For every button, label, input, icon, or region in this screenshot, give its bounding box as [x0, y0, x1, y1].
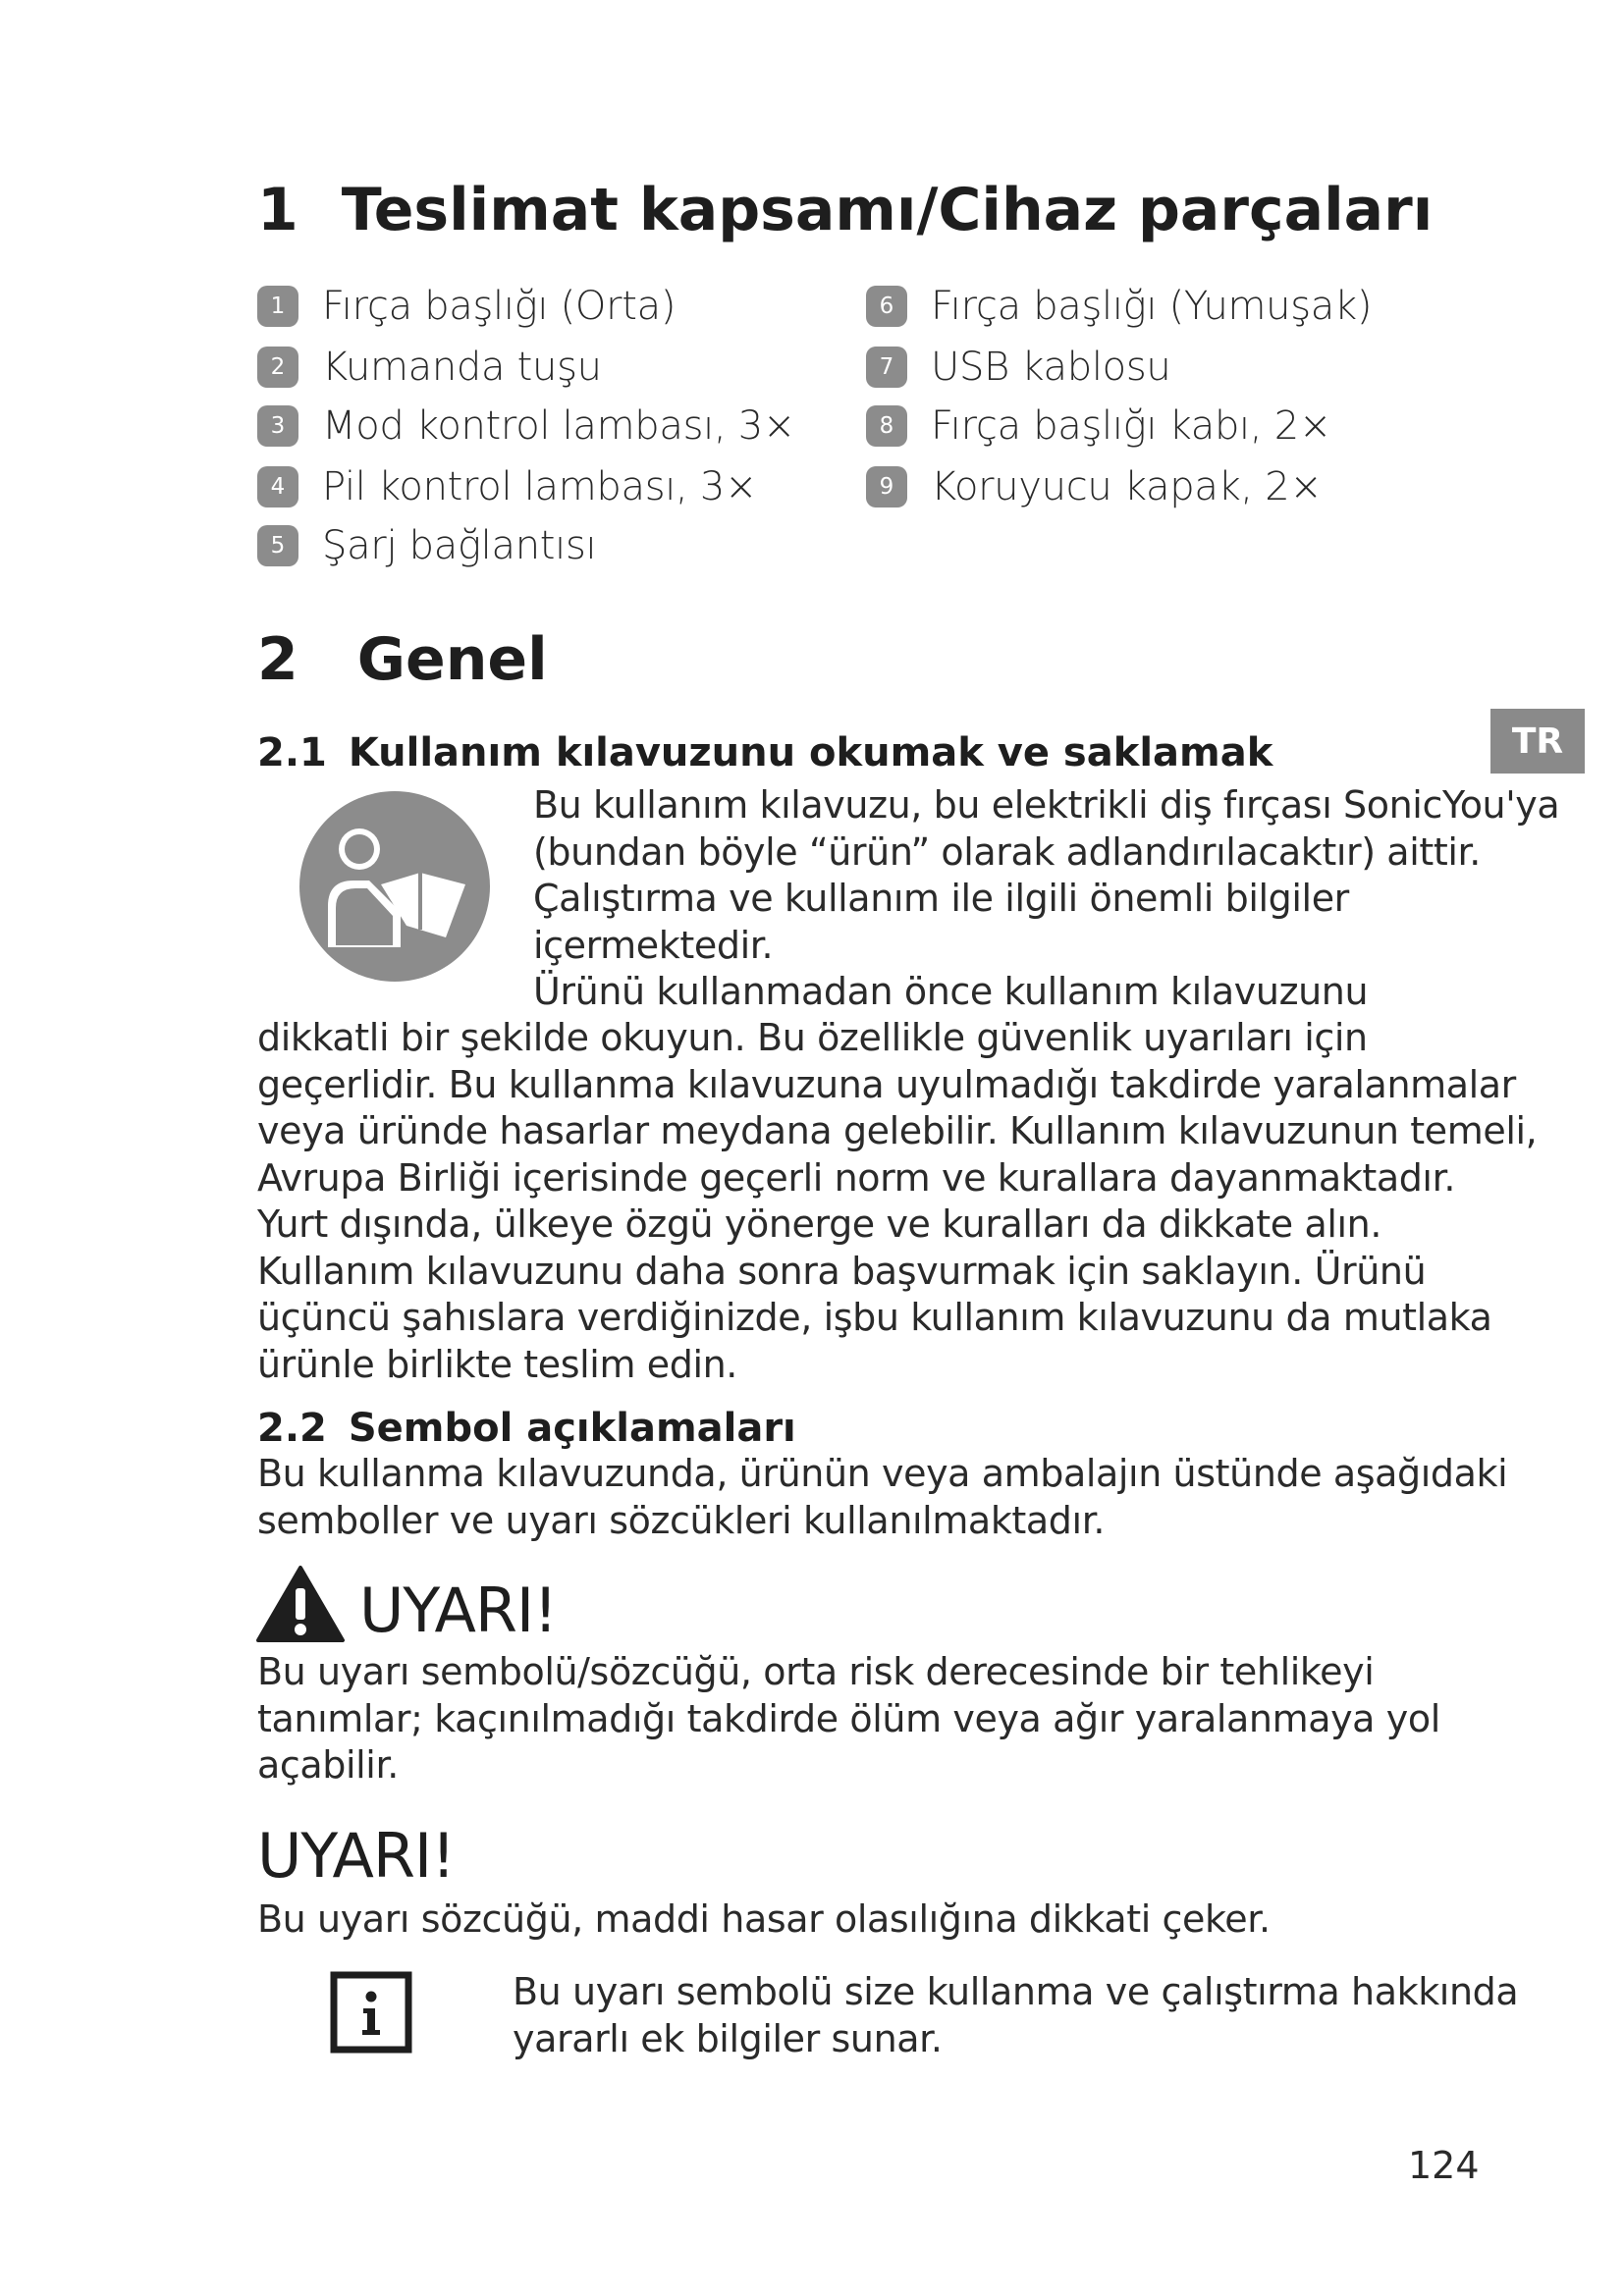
info-icon — [330, 1971, 412, 2054]
subsection-2-2-body — [257, 1451, 1507, 1544]
info-body — [513, 1969, 1518, 2062]
subsection-2-1-heading — [257, 728, 1272, 777]
text-line: ürünle birlikte teslim edin. — [257, 1342, 737, 1386]
part-label: Kumanda tuşu — [322, 345, 602, 390]
warning-1-body — [257, 1649, 1440, 1789]
part-label: Pil kontrol lambası, 3× — [322, 464, 758, 509]
language-tab: TR — [1490, 709, 1585, 774]
warning-2-title: UYARI! — [257, 1820, 456, 1892]
warning-triangle-icon — [255, 1565, 346, 1643]
part-number-badge: 2 — [257, 347, 298, 388]
part-label: Fırça başlığı (Yumuşak) — [931, 284, 1373, 329]
section-2-number: 2 — [257, 625, 298, 694]
subsection-2-1-body — [257, 1015, 1537, 1388]
text-line: semboller ve uyarı sözcükleri kullanılmaktadır. — [257, 1498, 1106, 1542]
subsection-2-2-heading — [257, 1404, 796, 1453]
text-line: Bu kullanma kılavuzunda, ürünün veya ambalajın üstünde aşağıdaki — [257, 1452, 1508, 1495]
part-number-badge: 9 — [866, 466, 907, 507]
part-number-badge: 1 — [257, 286, 298, 327]
part-item — [257, 279, 676, 334]
subsection-2-1-intro — [533, 782, 1559, 1016]
text-line: Kullanım kılavuzunu daha sonra başvurmak için saklayın. Ürünü — [257, 1249, 1427, 1293]
section-2-title: Genel — [356, 625, 548, 694]
part-item — [257, 340, 602, 395]
text-line: üçüncü şahıslara verdiğinizde, işbu kullanım kılavuzunu da mutlaka — [257, 1296, 1492, 1339]
part-label: Koruyucu kapak, 2× — [931, 464, 1323, 509]
part-item — [257, 459, 757, 514]
part-item — [866, 340, 1170, 395]
page-number: 124 — [1408, 2144, 1480, 2187]
text-line: tanımlar; kaçınılmadığı takdirde ölüm veya ağır yaralanmaya yol — [257, 1696, 1440, 1740]
section-2-heading — [257, 624, 548, 695]
part-label: Şarj bağlantısı — [322, 523, 597, 568]
warning-1-title: UYARI! — [359, 1575, 558, 1646]
part-item — [257, 518, 596, 573]
part-number-badge: 6 — [866, 286, 907, 327]
section-1-number: 1 — [257, 176, 298, 244]
part-label: Fırça başlığı kabı, 2× — [931, 403, 1332, 449]
section-1-heading — [257, 175, 1433, 245]
text-line: Yurt dışında, ülkeye özgü yönerge ve kuralları da dikkate alın. — [257, 1202, 1382, 1246]
part-item — [866, 279, 1372, 334]
subsection-2-1-title: Kullanım kılavuzunu okumak ve saklamak — [348, 730, 1273, 775]
subsection-2-2-title: Sembol açıklamaları — [348, 1406, 796, 1451]
text-line: Bu uyarı sözcüğü, maddi hasar olasılığına dikkati çeker. — [257, 1897, 1271, 1941]
part-item — [257, 399, 795, 454]
part-number-badge: 8 — [866, 405, 907, 447]
text-line: içermektedir. — [533, 923, 774, 967]
warning-2-body — [257, 1896, 1271, 1944]
part-label: Mod kontrol lambası, 3× — [322, 403, 796, 449]
text-line: (bundan böyle “ürün” olarak adlandırılacaktır) aittir. — [533, 829, 1481, 874]
part-number-badge: 4 — [257, 466, 298, 507]
part-label: USB kablosu — [931, 345, 1171, 390]
text-line: Ürünü kullanmadan önce kullanım kılavuzunu — [533, 970, 1369, 1013]
text-line: açabilir. — [257, 1743, 399, 1787]
text-line: Bu uyarı sembolü size kullanma ve çalıştırma hakkında — [513, 1970, 1519, 2013]
part-label: Fırça başlığı (Orta) — [322, 284, 677, 329]
text-line: dikkatli bir şekilde okuyun. Bu özellikle güvenlik uyarıları için — [257, 1016, 1368, 1059]
part-number-badge: 5 — [257, 525, 298, 566]
text-line: Bu uyarı sembolü/sözcüğü, orta risk derecesinde bir tehlikeyi — [257, 1650, 1375, 1693]
part-item — [866, 459, 1323, 514]
text-line: Avrupa Birliği içerisinde geçerli norm ve kurallara dayanmaktadır. — [257, 1155, 1455, 1200]
text-line: Çalıştırma ve kullanım ile ilgili önemli bilgiler — [533, 877, 1349, 920]
section-1-title: Teslimat kapsamı/Cihaz parçaları — [341, 176, 1434, 244]
part-number-badge: 3 — [257, 405, 298, 447]
part-item — [866, 399, 1331, 454]
subsection-2-1-number: 2.1 — [257, 730, 327, 775]
part-number-badge: 7 — [866, 347, 907, 388]
text-line: Bu kullanım kılavuzu, bu elektrikli diş fırçası SonicYou'ya — [533, 783, 1560, 827]
text-line: geçerlidir. Bu kullanma kılavuzuna uyulmadığı takdirde yaralanmalar — [257, 1062, 1516, 1106]
read-manual-icon — [298, 790, 491, 983]
subsection-2-2-number: 2.2 — [257, 1406, 327, 1451]
text-line: yararlı ek bilgiler sunar. — [513, 2016, 943, 2060]
text-line: veya üründe hasarlar meydana gelebilir. Kullanım kılavuzunun temeli, — [257, 1109, 1538, 1152]
